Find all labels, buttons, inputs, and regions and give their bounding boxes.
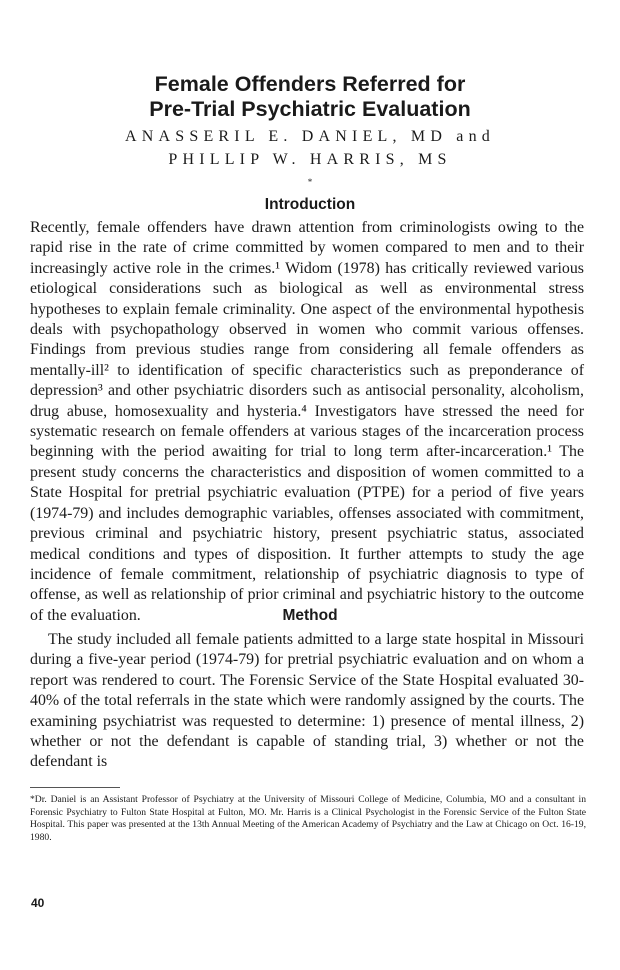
- introduction-heading: Introduction: [264, 196, 356, 213]
- page-number: 40: [31, 896, 45, 910]
- title-line-1: Female Offenders Referred for: [154, 72, 466, 96]
- author-line-2-text: PHILLIP W. HARRIS, MS: [168, 151, 452, 168]
- method-paragraph: The study included all female patients admitted to a large state hospital in Missouri during a five-year period (1974-79) for pretrial psychiatric evaluation and on whom a report was rendered to court. The Forensic Service of the State Hospital evaluated 30-40% of the total referrals in the state which were randomly assigned by the courts. The examining psychiatrist was requested to determine: 1) presence of mental illness, 2) whether or not the defendant is capable of standing trial, 3) whether or not the defendant is: [30, 631, 584, 771]
- author-list: [0, 125, 620, 194]
- footnote-divider: [30, 787, 120, 788]
- author-footnote-mark: *: [307, 177, 313, 187]
- author-line-1: ANASSERIL E. DANIEL, MD and: [124, 128, 495, 145]
- introduction-paragraph: Recently, female offenders have drawn attention from criminologists owing to the rapid rise in the rate of crime committed by women compared to men and to their increasingly active role in the crimes.¹ Widom (1978) has critically reviewed various etiological considerations such as biological as well as environmental stress hypotheses to explain female criminality. One aspect of the environmental hypothesis deals with psychopathology observed in women who commit various offenses. Findings from previous studies range from considering all female offenders as mentally-ill² to identification of specific characteristics such as preponderance of depression³ and other psychiatric disorders such as antisocial personality, alcoholism, drug abuse, homosexuality and hysteria.⁴ Investigators have stressed the need for systematic research on female offenders at various stages of the incarceration process beginning with the period awaiting for trial to long term after-incarceration.¹ The present study concerns the characteristics and disposition of women committed to a State Hospital for pretrial psychiatric evaluation (PTPE) for a period of five years (1974-79) and includes demographic variables, offenses associated with commitment, previous criminal and psychiatric history, present psychiatric status, associated medical conditions and types of disposition. It further attempts to study the age incidence of female commitment, relationship of psychiatric diagnosis to type of offense, as well as relationship of prior criminal and psychiatric history to the outcome of the evaluation.: [30, 219, 584, 624]
- author-footnote: *Dr. Daniel is an Assistant Professor of Psychiatry at the University of Missouri College of Medicine, Columbia, MO and a consultant in Forensic Psychiatry to Fulton State Hospital at Fulton, MO. Mr. Harris is a Clinical Psychologist in the Forensic Service of the Fulton State Hospital. This paper was presented at the 13th Annual Meeting of the American Academy of Psychiatry and the Law at Chicago on Oct. 16-19, 1980.: [30, 794, 586, 843]
- method-heading: Method: [282, 607, 338, 624]
- article-title: [0, 72, 620, 122]
- title-line-2: Pre-Trial Psychiatric Evaluation: [149, 97, 471, 121]
- author-line-2: [0, 148, 620, 194]
